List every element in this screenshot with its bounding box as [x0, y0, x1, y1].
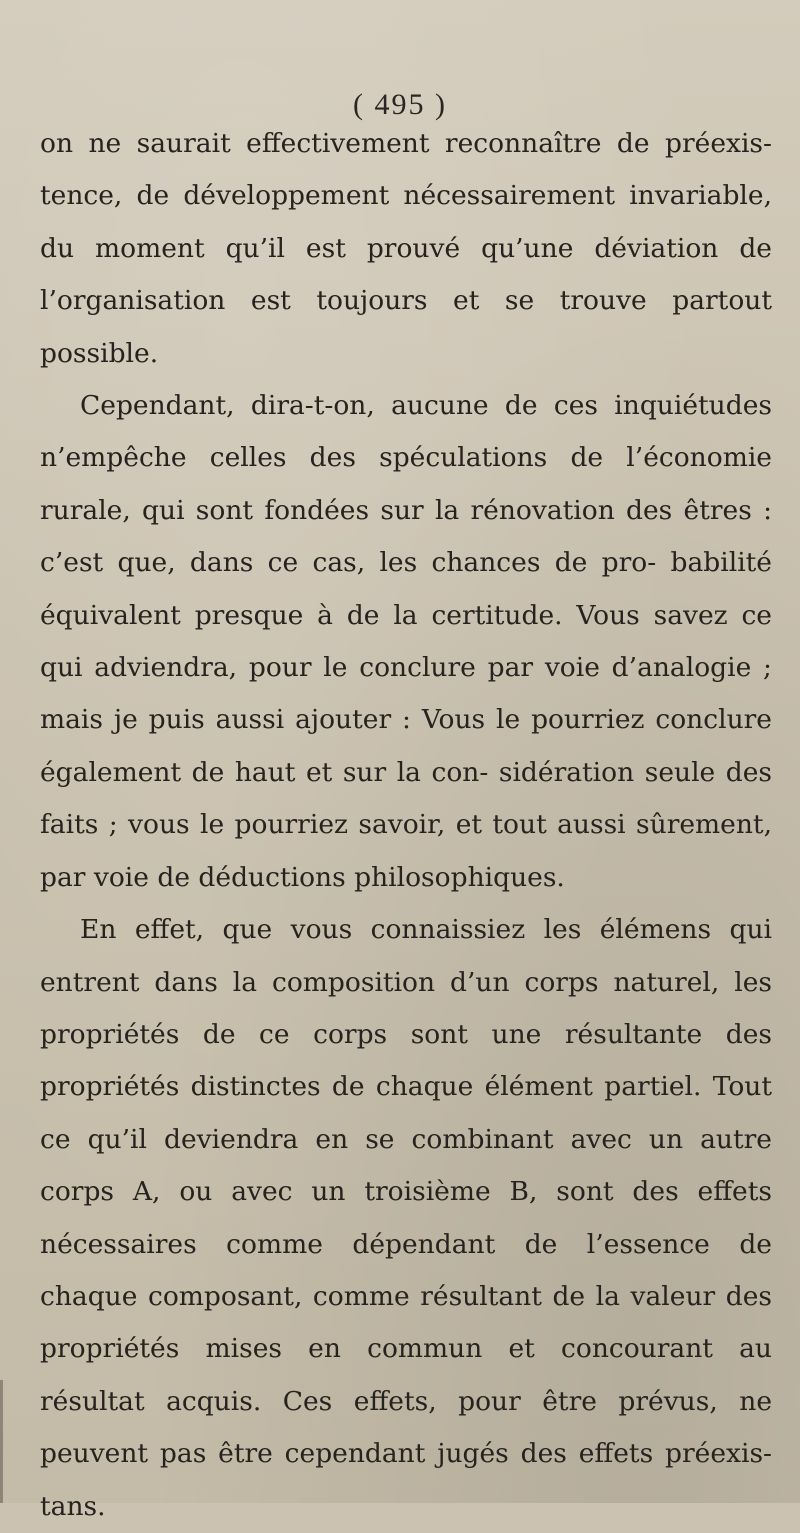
page-edge-shadow — [0, 1380, 3, 1503]
paragraph-1: on ne saurait effectivement reconnaître de préexis- tence, de développement nécessairement invariable, du moment qu’il est prouvé qu’une déviation de l’organisation est toujours et se trouve partout possible. — [40, 128, 772, 369]
paragraph-2: Cependant, dira-t-on, aucune de ces inquiétudes n’empêche celles des spéculations de l’économie rurale, qui sont fondées sur la rénovation des êtres : c’est que, dans ce cas, les chances de pro- babilité équivalent presque à de la certitude. Vous savez ce qui adviendra, pour le conclure par voie d’analogie ; mais je puis aussi ajouter : Vous le pourriez conclure également de haut et sur la con- sidération seule des faits ; vous le pourriez savoir, et tout aussi sûrement, par voie de déductions philosophiques. — [40, 390, 772, 893]
paragraph-3: En effet, que vous connaissiez les élémens qui entrent dans la composition d’un corps naturel, les propriétés de ce corps sont une résultante des propriétés distinctes de chaque élément partiel. Tout ce qu’il deviendra en se combinant avec un autre corps A, ou avec un troisième B, sont des effets nécessaires comme dépendant de l’essence de chaque composant, comme résultant de la valeur des propriétés mises en commun et concourant au résultat acquis. Ces effets, pour être prévus, ne peuvent pas être cependant jugés des effets préexis- tans. — [40, 914, 772, 1522]
body-text — [40, 118, 772, 1533]
page-number: ( 495 ) — [353, 88, 447, 121]
